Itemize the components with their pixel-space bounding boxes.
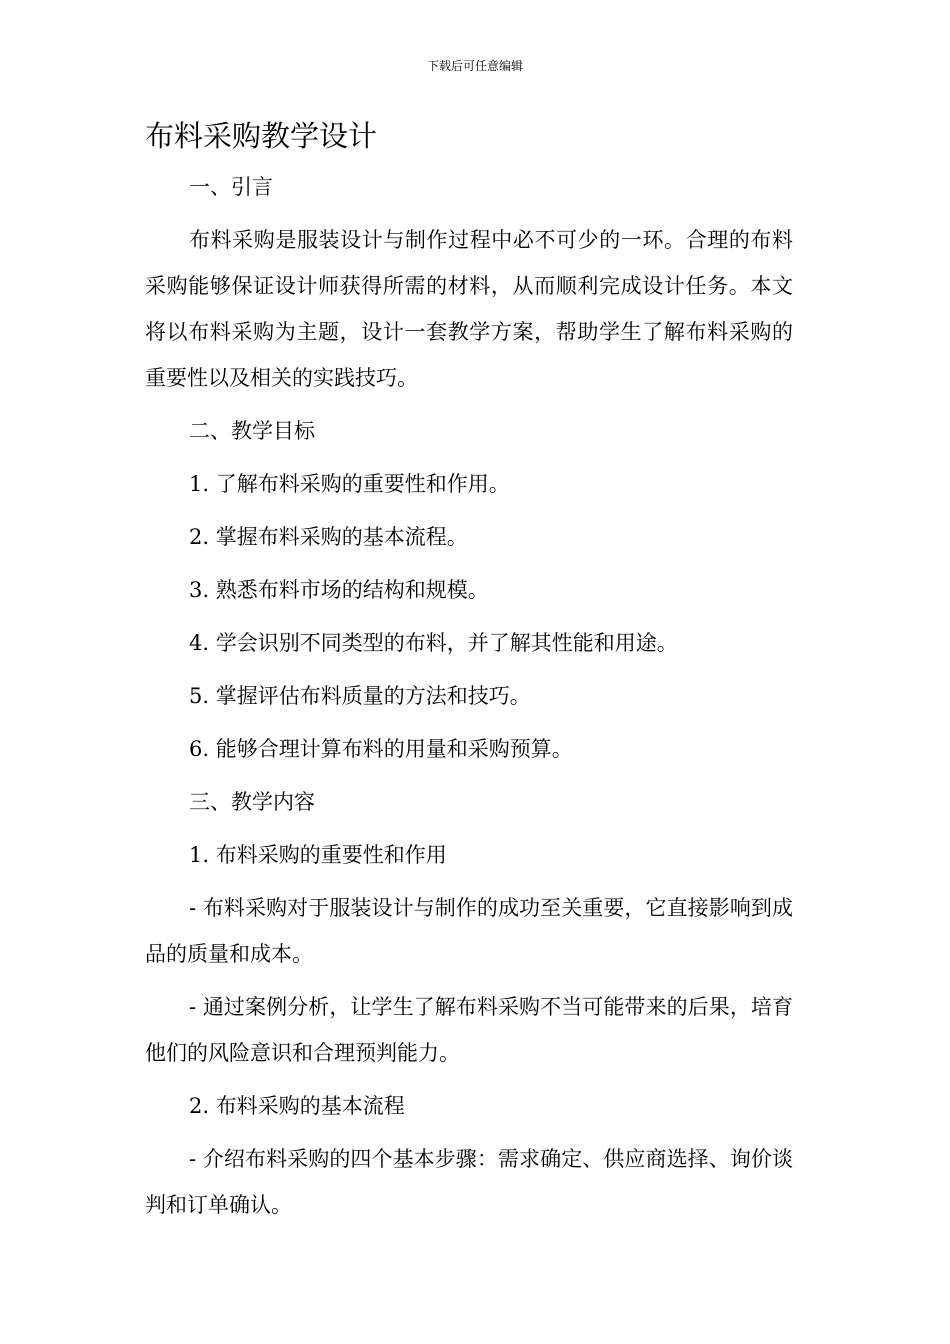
- intro-paragraph: 布料采购是服装设计与制作过程中必不可少的一环。合理的布料采购能够保证设计师获得所需的材料，从而顺利完成设计任务。本文将以布料采购为主题，设计一套教学方案，帮助学生了解布料采购的重要性以及相关的实践技巧。: [145, 228, 793, 390]
- content-subheading: 1. 布料采购的重要性和作用: [189, 843, 447, 867]
- objective-item: 6. 能够合理计算布料的用量和采购预算。: [189, 737, 573, 761]
- header-note: 下载后可任意编辑: [426, 59, 523, 73]
- objective-item: 3. 熟悉布料市场的结构和规模。: [189, 578, 489, 602]
- objective-item: 2. 掌握布料采购的基本流程。: [189, 525, 468, 549]
- section-heading-introduction: 一、引言: [189, 175, 273, 199]
- section-heading-content: 三、教学内容: [189, 790, 315, 814]
- content-bullet-paragraph: - 介绍布料采购的四个基本步骤：需求确定、供应商选择、询价谈判和订单确认。: [145, 1147, 793, 1217]
- objective-item: 5. 掌握评估布料质量的方法和技巧。: [189, 684, 531, 708]
- content-subheading: 2. 布料采购的基本流程: [189, 1094, 405, 1118]
- content-bullet-paragraph: - 布料采购对于服装设计与制作的成功至关重要，它直接影响到成品的质量和成本。: [145, 896, 793, 966]
- objective-item: 4. 学会识别不同类型的布料，并了解其性能和用途。: [189, 631, 678, 655]
- page-title: 布料采购教学设计: [145, 119, 378, 153]
- section-heading-objectives: 二、教学目标: [189, 419, 315, 443]
- objective-item: 1. 了解布料采购的重要性和作用。: [189, 472, 510, 496]
- content-bullet-paragraph: - 通过案例分析，让学生了解布料采购不当可能带来的后果，培育他们的风险意识和合理预判能力。: [145, 995, 793, 1065]
- document-body: [145, 164, 793, 1235]
